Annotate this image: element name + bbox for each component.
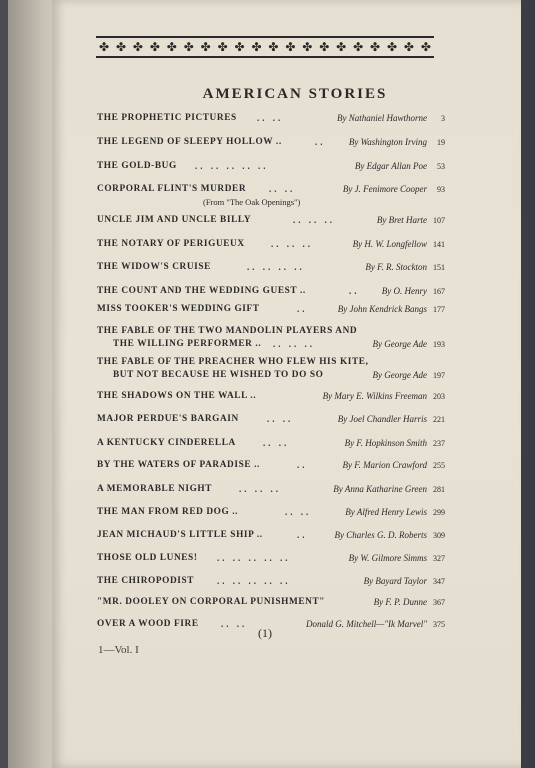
ornament-glyph: ✤: [234, 40, 245, 54]
toc-entry: [97, 484, 445, 497]
page-ref: 3: [441, 114, 445, 123]
ornament-glyph: ✤: [353, 40, 364, 54]
page-title: AMERICAN STORIES: [202, 86, 388, 102]
ornament-glyph: ✤: [99, 40, 110, 54]
page-ref: 327: [433, 554, 445, 563]
story-author: By Bayard Taylor: [363, 576, 427, 586]
story-title-line2: BUT NOT BECAUSE HE WISHED TO DO SO: [113, 370, 324, 380]
story-author: By F. Hopkinson Smith: [344, 438, 427, 448]
leader-dots: .. .. .. .. ..: [217, 576, 291, 586]
story-title: CORPORAL FLINT'S MURDER: [97, 184, 247, 194]
leader-dots: .. .. ..: [239, 484, 281, 494]
story-title: THE FABLE OF THE TWO MANDOLIN PLAYERS AND: [97, 326, 358, 336]
story-title: THE MAN FROM RED DOG ..: [97, 507, 239, 517]
leader-dots: ..: [297, 530, 308, 540]
leader-dots: .. ..: [285, 507, 312, 517]
story-author: By Anna Katharine Green: [333, 484, 427, 494]
toc-entry: [97, 113, 445, 126]
story-author: By O. Henry: [381, 286, 427, 296]
page-ref: 93: [437, 185, 445, 194]
page-ref: 177: [433, 305, 445, 314]
story-title: UNCLE JIM AND UNCLE BILLY: [97, 215, 252, 225]
page-ref: 53: [437, 162, 445, 171]
story-author: By George Ade: [372, 339, 427, 349]
story-title: BY THE WATERS OF PARADISE ..: [97, 460, 260, 470]
toc-entry: [97, 161, 445, 174]
ornament-glyph: ✤: [183, 40, 194, 54]
toc-entry: [97, 239, 445, 252]
ornament-glyph: ✤: [285, 40, 296, 54]
page-ref: 167: [433, 287, 445, 296]
page-ref: 107: [433, 216, 445, 225]
story-author: By Nathaniel Hawthorne: [337, 113, 427, 123]
page-ref: 375: [433, 620, 445, 629]
leader-dots: ..: [349, 286, 360, 296]
story-author: By Washington Irving: [348, 137, 427, 147]
story-title: MAJOR PERDUE'S BARGAIN: [97, 414, 239, 424]
toc-entry: [97, 530, 445, 543]
story-title: THE CHIROPODIST: [97, 576, 195, 586]
leader-dots: .. ..: [221, 619, 248, 629]
leader-dots: .. .. ..: [273, 339, 315, 349]
background-right: [521, 0, 535, 768]
toc-entry: [97, 460, 445, 473]
story-title: THE GOLD-BUG: [97, 161, 177, 171]
leader-dots: .. ..: [257, 113, 284, 123]
story-author: By W. Gilmore Simms: [348, 553, 427, 563]
story-title: A MEMORABLE NIGHT: [97, 484, 213, 494]
ornament-glyph: ✤: [420, 40, 431, 54]
story-subtitle: (From "The Oak Openings"): [203, 197, 301, 207]
ornament-glyph: ✤: [319, 40, 330, 54]
ornament-glyph: ✤: [370, 40, 381, 54]
page-ref: 197: [433, 371, 445, 380]
page-ref: 151: [433, 263, 445, 272]
story-author: By H. W. Longfellow: [352, 239, 427, 249]
page-ref: 221: [433, 415, 445, 424]
leader-dots: .. ..: [269, 184, 296, 194]
story-author: By Mary E. Wilkins Freeman: [322, 391, 427, 401]
story-title: JEAN MICHAUD'S LITTLE SHIP ..: [97, 530, 263, 540]
toc-entry: [97, 414, 445, 427]
leader-dots: ..: [297, 304, 308, 314]
toc-entry: [97, 553, 445, 566]
ornament-glyph: ✤: [302, 40, 313, 54]
story-title-line2: THE WILLING PERFORMER ..: [113, 339, 262, 349]
story-author: By F. R. Stockton: [365, 262, 427, 272]
page-ref: 347: [433, 577, 445, 586]
story-author: By J. Fenimore Cooper: [342, 184, 427, 194]
toc-entry: [97, 326, 445, 352]
toc-entry: [97, 576, 445, 589]
story-title: THE FABLE OF THE PREACHER WHO FLEW HIS KITE,: [97, 357, 369, 367]
ornament-glyph: ✤: [336, 40, 347, 54]
ornament-glyph: ✤: [166, 40, 177, 54]
toc-entry: [97, 137, 445, 150]
story-title: THE WIDOW'S CRUISE: [97, 262, 211, 272]
story-title: THE PROPHETIC PICTURES: [97, 113, 237, 123]
ornament-glyph: ✤: [115, 40, 126, 54]
page-ref: 237: [433, 439, 445, 448]
page-ref: 193: [433, 340, 445, 349]
page-ref: 281: [433, 485, 445, 494]
ornament-border: [96, 36, 434, 58]
ornament-glyph: ✤: [268, 40, 279, 54]
ornament-glyph: ✤: [132, 40, 143, 54]
toc-entry: [97, 438, 445, 451]
story-title: MISS TOOKER'S WEDDING GIFT: [97, 304, 260, 314]
ornament-glyph: ✤: [200, 40, 211, 54]
page-ref: 299: [433, 508, 445, 517]
story-title: "MR. DOOLEY ON CORPORAL PUNISHMENT": [97, 597, 326, 607]
toc-entry: [97, 597, 445, 610]
page-ref: 203: [433, 392, 445, 401]
ornament-glyph: ✤: [403, 40, 414, 54]
story-author: Donald G. Mitchell—"Ik Marvel": [305, 619, 427, 629]
page-ref: 255: [433, 461, 445, 470]
page-ref: 309: [433, 531, 445, 540]
page-number: (1): [258, 626, 272, 640]
leader-dots: .. .. ..: [293, 215, 335, 225]
ornament-glyph: ✤: [149, 40, 160, 54]
story-author: By Bret Harte: [376, 215, 427, 225]
story-author: By Alfred Henry Lewis: [345, 507, 427, 517]
ornament-glyph: ✤: [251, 40, 262, 54]
story-title: THE COUNT AND THE WEDDING GUEST ..: [97, 286, 306, 296]
toc-entry: [97, 184, 445, 210]
leader-dots: .. ..: [267, 414, 294, 424]
story-author: By Charles G. D. Roberts: [334, 530, 427, 540]
leader-dots: .. ..: [263, 438, 290, 448]
story-title: THE SHADOWS ON THE WALL ..: [97, 391, 257, 401]
story-author: By F. P. Dunne: [373, 597, 427, 607]
toc-entry: [97, 262, 445, 275]
story-title: THE LEGEND OF SLEEPY HOLLOW ..: [97, 137, 282, 147]
volume-mark: 1—Vol. I: [98, 644, 139, 656]
leader-dots: ..: [315, 137, 326, 147]
toc-entry: [97, 215, 445, 228]
toc-entry: [97, 357, 445, 383]
story-author: By George Ade: [372, 370, 427, 380]
ornament-glyph: ✤: [217, 40, 228, 54]
story-author: By Joel Chandler Harris: [337, 414, 427, 424]
story-title: THE NOTARY OF PERIGUEUX: [97, 239, 245, 249]
page-ref: 19: [437, 138, 445, 147]
toc-entry: [97, 286, 445, 299]
leader-dots: ..: [297, 460, 308, 470]
story-author: By F. Marion Crawford: [342, 460, 427, 470]
leader-dots: .. .. .. ..: [247, 262, 305, 272]
story-title: OVER A WOOD FIRE: [97, 619, 199, 629]
ornament-glyph: ✤: [386, 40, 397, 54]
leader-dots: .. .. .. .. ..: [217, 553, 291, 563]
leader-dots: .. .. ..: [271, 239, 313, 249]
story-author: By John Kendrick Bangs: [337, 304, 427, 314]
story-title: THOSE OLD LUNES!: [97, 553, 198, 563]
toc-entry: [97, 507, 445, 520]
story-author: By Edgar Allan Poe: [354, 161, 427, 171]
page-ref: 141: [433, 240, 445, 249]
leader-dots: .. .. .. .. ..: [195, 161, 269, 171]
page-ref: 367: [433, 598, 445, 607]
toc-entry: [97, 304, 445, 317]
toc-entry: [97, 391, 445, 404]
story-title: A KENTUCKY CINDERELLA: [97, 438, 236, 448]
